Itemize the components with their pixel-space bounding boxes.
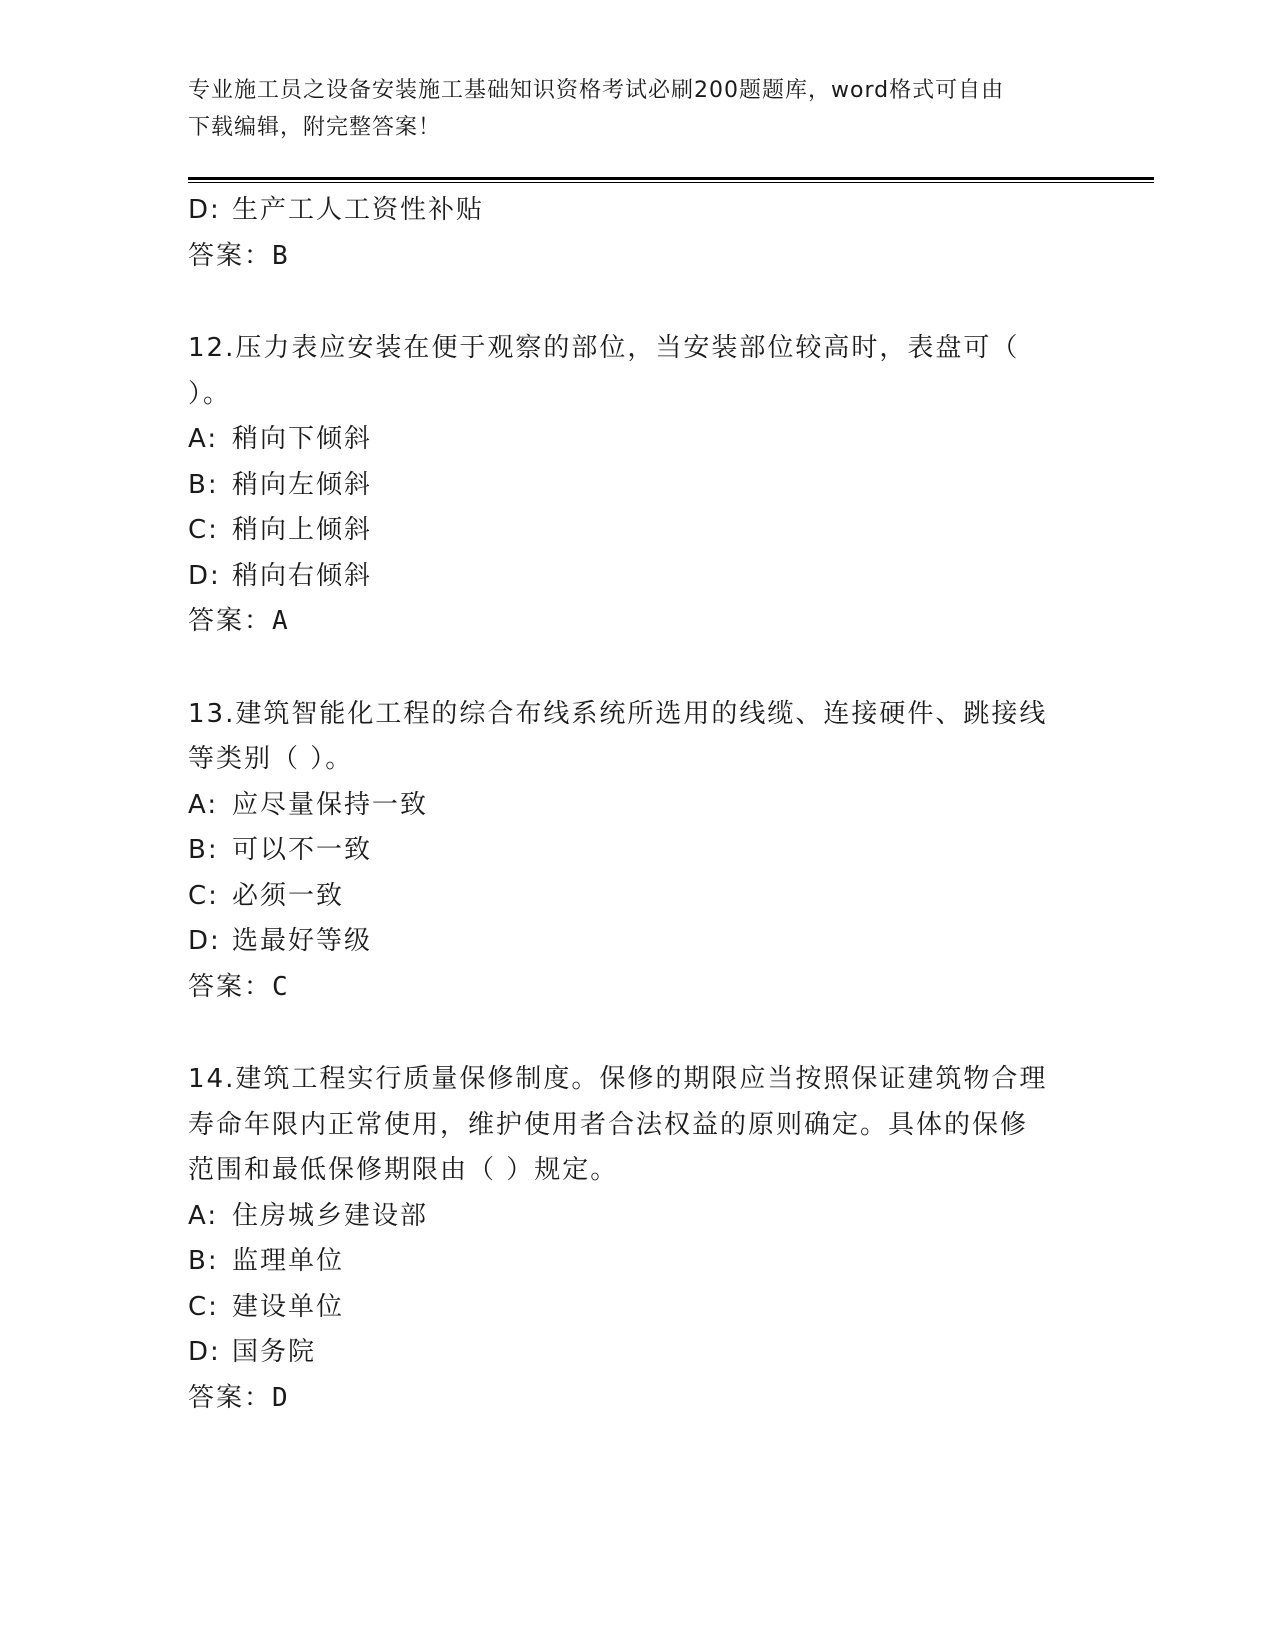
question-number: 14. — [188, 1064, 236, 1094]
option-prefix: D: — [188, 195, 221, 225]
option-a — [188, 783, 1088, 829]
option-a — [188, 1194, 1088, 1240]
header-divider-thick — [188, 177, 1154, 180]
question-text-line: ）。 — [188, 378, 232, 409]
question-spacer — [188, 1010, 1088, 1057]
option-text: 建设单位 — [232, 1291, 345, 1322]
option-prefix: C: — [188, 515, 219, 545]
question-text-line — [188, 692, 1088, 738]
option-prefix: A: — [188, 424, 219, 454]
option-text: 必须一致 — [232, 880, 345, 911]
option-c — [188, 1285, 1088, 1331]
answer-value: B — [272, 240, 290, 271]
option-b — [188, 463, 1088, 509]
option-c — [188, 508, 1088, 554]
option-prefix: A: — [188, 1200, 219, 1231]
question-spacer — [188, 279, 1088, 326]
question-14 — [188, 1057, 1088, 1421]
answer-label: 答案： — [188, 1382, 273, 1413]
answer-value: D — [272, 1382, 290, 1413]
option-d — [188, 554, 1088, 600]
option-prefix: B: — [188, 469, 219, 500]
option-prefix: D: — [188, 560, 221, 591]
question-12 — [188, 326, 1088, 645]
answer-value: A — [272, 606, 290, 636]
document-header — [188, 72, 1088, 146]
option-a — [188, 417, 1088, 463]
question-spacer — [188, 645, 1088, 692]
option-text: 稍向左倾斜 — [232, 469, 373, 500]
option-text: 稍向右倾斜 — [232, 560, 373, 591]
answer-line — [188, 234, 1088, 280]
header-title-line-2: 下载编辑，附完整答案！ — [188, 115, 442, 140]
question-text: 建筑工程实行质量保修制度。保修的期限应当按照保证建筑物合理 — [235, 1064, 1048, 1094]
option-b — [188, 1239, 1088, 1285]
header-title-line-1: 专业施工员之设备安装施工基础知识资格考试必刷200题题库，word格式可自由 — [188, 78, 1005, 103]
answer-label: 答案： — [188, 240, 273, 271]
option-prefix: B: — [188, 1246, 219, 1276]
option-text: 生产工人工资性补贴 — [232, 195, 485, 225]
option-text: 住房城乡建设部 — [232, 1200, 429, 1231]
answer-line — [188, 965, 1088, 1011]
question-text: 建筑智能化工程的综合布线系统所选用的线缆、连接硬件、跳接线 — [235, 698, 1048, 729]
answer-label: 答案： — [188, 971, 273, 1002]
option-b — [188, 828, 1088, 874]
answer-value: C — [272, 971, 290, 1002]
question-number: 13. — [188, 698, 236, 729]
option-text: 监理单位 — [232, 1246, 345, 1276]
option-prefix: A: — [188, 789, 219, 820]
header-divider-thin — [188, 182, 1154, 183]
question-text: 压力表应安装在便于观察的部位，当安装部位较高时，表盘可（ — [235, 333, 1020, 363]
option-text: 国务院 — [232, 1337, 317, 1367]
question-text-line — [188, 1057, 1088, 1103]
option-prefix: D: — [188, 926, 221, 956]
option-prefix: C: — [188, 880, 219, 911]
answer-label: 答案： — [188, 606, 273, 636]
question-text-line: 范围和最低保修期限由（ ）规定。 — [188, 1155, 619, 1185]
option-d — [188, 1330, 1088, 1376]
option-text: 可以不一致 — [232, 835, 373, 865]
option-prefix: C: — [188, 1291, 219, 1322]
option-d — [188, 919, 1088, 965]
question-content — [188, 188, 1088, 1421]
question-text-line — [188, 326, 1088, 372]
question-number: 12. — [188, 333, 236, 363]
option-c — [188, 874, 1088, 920]
question-text-line: 寿命年限内正常使用，维护使用者合法权益的原则确定。具体的保修 — [188, 1109, 1029, 1140]
option-d — [188, 188, 1088, 234]
option-text: 稍向上倾斜 — [232, 515, 373, 545]
answer-line — [188, 599, 1088, 645]
question-13 — [188, 692, 1088, 1011]
option-prefix: D: — [188, 1337, 221, 1367]
answer-line — [188, 1376, 1088, 1422]
option-text: 选最好等级 — [232, 926, 373, 956]
option-prefix: B: — [188, 835, 219, 865]
question-text-line: 等类别（ ）。 — [188, 744, 354, 774]
option-text: 应尽量保持一致 — [232, 789, 429, 820]
option-text: 稍向下倾斜 — [232, 424, 373, 454]
